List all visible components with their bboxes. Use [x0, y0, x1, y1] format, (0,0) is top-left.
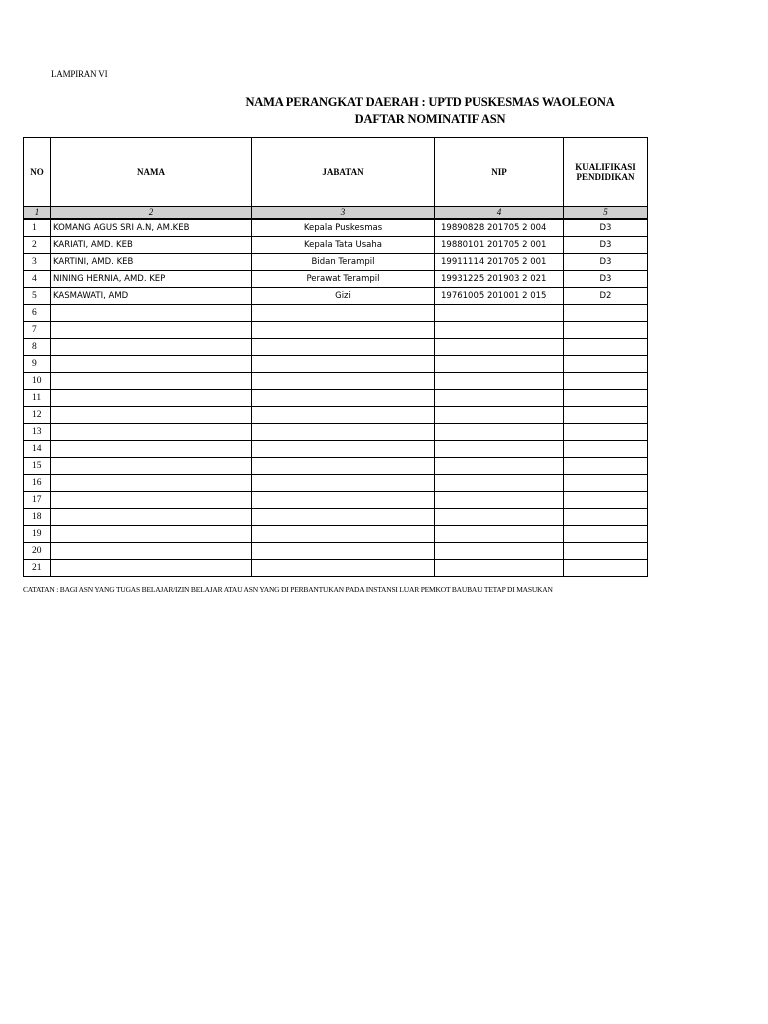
- row-nama: [51, 458, 252, 475]
- table-body: [24, 219, 648, 577]
- row-kualifikasi: D2: [564, 288, 648, 305]
- row-jabatan: [252, 492, 435, 509]
- row-number: 4: [24, 271, 51, 288]
- row-jabatan: [252, 356, 435, 373]
- row-number: 15: [24, 458, 51, 475]
- row-nip: [435, 509, 564, 526]
- row-jabatan: [252, 543, 435, 560]
- row-jabatan: [252, 441, 435, 458]
- row-number: 21: [24, 560, 51, 577]
- table-row: [24, 219, 648, 237]
- row-nama: KOMANG AGUS SRI A.N, AM.KEB: [51, 219, 252, 237]
- row-number: 1: [24, 219, 51, 237]
- table-row: [24, 509, 648, 526]
- row-nip: 19931225 201903 2 021: [435, 271, 564, 288]
- table-row: [24, 356, 648, 373]
- row-nama: KARTINI, AMD. KEB: [51, 254, 252, 271]
- row-nama: [51, 492, 252, 509]
- row-nama: KASMAWATI, AMD: [51, 288, 252, 305]
- row-kualifikasi: D3: [564, 237, 648, 254]
- row-nama: [51, 441, 252, 458]
- row-number: 12: [24, 407, 51, 424]
- row-nip: [435, 441, 564, 458]
- row-nama: [51, 407, 252, 424]
- row-jabatan: [252, 339, 435, 356]
- row-kualifikasi: [564, 322, 648, 339]
- nominatif-table: [23, 137, 648, 577]
- row-nip: [435, 458, 564, 475]
- table-row: [24, 407, 648, 424]
- table-row: [24, 237, 648, 254]
- table-row: [24, 322, 648, 339]
- row-number: 17: [24, 492, 51, 509]
- row-number: 19: [24, 526, 51, 543]
- row-kualifikasi: [564, 407, 648, 424]
- column-number: 3: [252, 207, 435, 220]
- table-row: [24, 339, 648, 356]
- row-nama: [51, 322, 252, 339]
- table-row: [24, 373, 648, 390]
- table-row: [24, 390, 648, 407]
- row-kualifikasi: [564, 492, 648, 509]
- row-number: 11: [24, 390, 51, 407]
- row-nama: [51, 424, 252, 441]
- row-number: 10: [24, 373, 51, 390]
- column-number: 1: [24, 207, 51, 220]
- row-nip: [435, 526, 564, 543]
- row-jabatan: [252, 305, 435, 322]
- row-nip: [435, 543, 564, 560]
- row-jabatan: [252, 373, 435, 390]
- row-number: 7: [24, 322, 51, 339]
- row-nip: [435, 339, 564, 356]
- row-jabatan: Bidan Terampil: [252, 254, 435, 271]
- row-jabatan: Kepala Puskesmas: [252, 219, 435, 237]
- row-nip: 19890828 201705 2 004: [435, 219, 564, 237]
- row-jabatan: [252, 322, 435, 339]
- table-row: [24, 475, 648, 492]
- column-number: 5: [564, 207, 648, 220]
- document-title: NAMA PERANGKAT DAERAH : UPTD PUSKESMAS WAOLEONA: [245, 95, 615, 109]
- row-kualifikasi: [564, 356, 648, 373]
- column-number: 4: [435, 207, 564, 220]
- row-nama: [51, 509, 252, 526]
- row-number: 18: [24, 509, 51, 526]
- table-row: [24, 492, 648, 509]
- row-kualifikasi: [564, 543, 648, 560]
- row-nama: [51, 305, 252, 322]
- row-number: 5: [24, 288, 51, 305]
- row-number: 6: [24, 305, 51, 322]
- table-header-row: [24, 138, 648, 207]
- row-nama: [51, 339, 252, 356]
- row-nip: [435, 373, 564, 390]
- table-row: [24, 288, 648, 305]
- column-number: 2: [51, 207, 252, 220]
- row-nama: [51, 560, 252, 577]
- row-jabatan: Perawat Terampil: [252, 271, 435, 288]
- document-subtitle: DAFTAR NOMINATIF ASN: [354, 112, 506, 126]
- row-nip: [435, 424, 564, 441]
- row-kualifikasi: [564, 390, 648, 407]
- row-jabatan: [252, 560, 435, 577]
- table-row: [24, 441, 648, 458]
- row-nama: NINING HERNIA, AMD. KEP: [51, 271, 252, 288]
- row-nama: [51, 475, 252, 492]
- row-kualifikasi: [564, 424, 648, 441]
- row-jabatan: [252, 407, 435, 424]
- column-header-kualifikasi: KUALIFIKASI PENDIDIKAN: [564, 138, 648, 207]
- row-jabatan: [252, 424, 435, 441]
- lampiran-label: LAMPIRAN VI: [51, 69, 108, 79]
- column-header-nama: NAMA: [51, 138, 252, 207]
- row-nip: [435, 492, 564, 509]
- row-number: 9: [24, 356, 51, 373]
- row-jabatan: Gizi: [252, 288, 435, 305]
- row-kualifikasi: [564, 475, 648, 492]
- column-header-no: NO: [24, 138, 51, 207]
- row-nip: [435, 560, 564, 577]
- table-row: [24, 543, 648, 560]
- table-row: [24, 560, 648, 577]
- row-nip: 19911114 201705 2 001: [435, 254, 564, 271]
- column-header-nip: NIP: [435, 138, 564, 207]
- table-row: [24, 271, 648, 288]
- row-kualifikasi: [564, 339, 648, 356]
- row-nip: [435, 356, 564, 373]
- row-nama: [51, 543, 252, 560]
- row-kualifikasi: [564, 560, 648, 577]
- row-nip: [435, 475, 564, 492]
- row-kualifikasi: [564, 509, 648, 526]
- row-jabatan: Kepala Tata Usaha: [252, 237, 435, 254]
- row-number: 3: [24, 254, 51, 271]
- row-number: 20: [24, 543, 51, 560]
- row-kualifikasi: D3: [564, 271, 648, 288]
- row-jabatan: [252, 526, 435, 543]
- table-row: [24, 424, 648, 441]
- row-nip: [435, 390, 564, 407]
- row-kualifikasi: [564, 305, 648, 322]
- row-jabatan: [252, 458, 435, 475]
- row-kualifikasi: [564, 526, 648, 543]
- table-row: [24, 458, 648, 475]
- row-number: 8: [24, 339, 51, 356]
- table-row: [24, 526, 648, 543]
- row-nip: [435, 407, 564, 424]
- row-nama: KARIATI, AMD. KEB: [51, 237, 252, 254]
- table-row: [24, 254, 648, 271]
- row-kualifikasi: [564, 373, 648, 390]
- row-jabatan: [252, 509, 435, 526]
- row-number: 14: [24, 441, 51, 458]
- row-jabatan: [252, 390, 435, 407]
- row-kualifikasi: [564, 458, 648, 475]
- footnote-catatan: CATATAN : BAGI ASN YANG TUGAS BELAJAR/IZIN BELAJAR ATAU ASN YANG DI PERBANTUKAN PADA INSTANSI LUAR PEMKOT BAUBAU TETAP DI MASUKAN: [23, 585, 553, 594]
- row-jabatan: [252, 475, 435, 492]
- row-kualifikasi: D3: [564, 254, 648, 271]
- table-row: [24, 305, 648, 322]
- row-number: 16: [24, 475, 51, 492]
- row-nama: [51, 373, 252, 390]
- row-nip: [435, 305, 564, 322]
- row-nama: [51, 390, 252, 407]
- row-nip: [435, 322, 564, 339]
- row-nip: 19880101 201705 2 001: [435, 237, 564, 254]
- row-kualifikasi: [564, 441, 648, 458]
- column-header-jabatan: JABATAN: [252, 138, 435, 207]
- row-nama: [51, 526, 252, 543]
- column-numbering-row: [24, 207, 648, 220]
- row-number: 2: [24, 237, 51, 254]
- row-number: 13: [24, 424, 51, 441]
- row-kualifikasi: D3: [564, 219, 648, 237]
- row-nama: [51, 356, 252, 373]
- row-nip: 19761005 201001 2 015: [435, 288, 564, 305]
